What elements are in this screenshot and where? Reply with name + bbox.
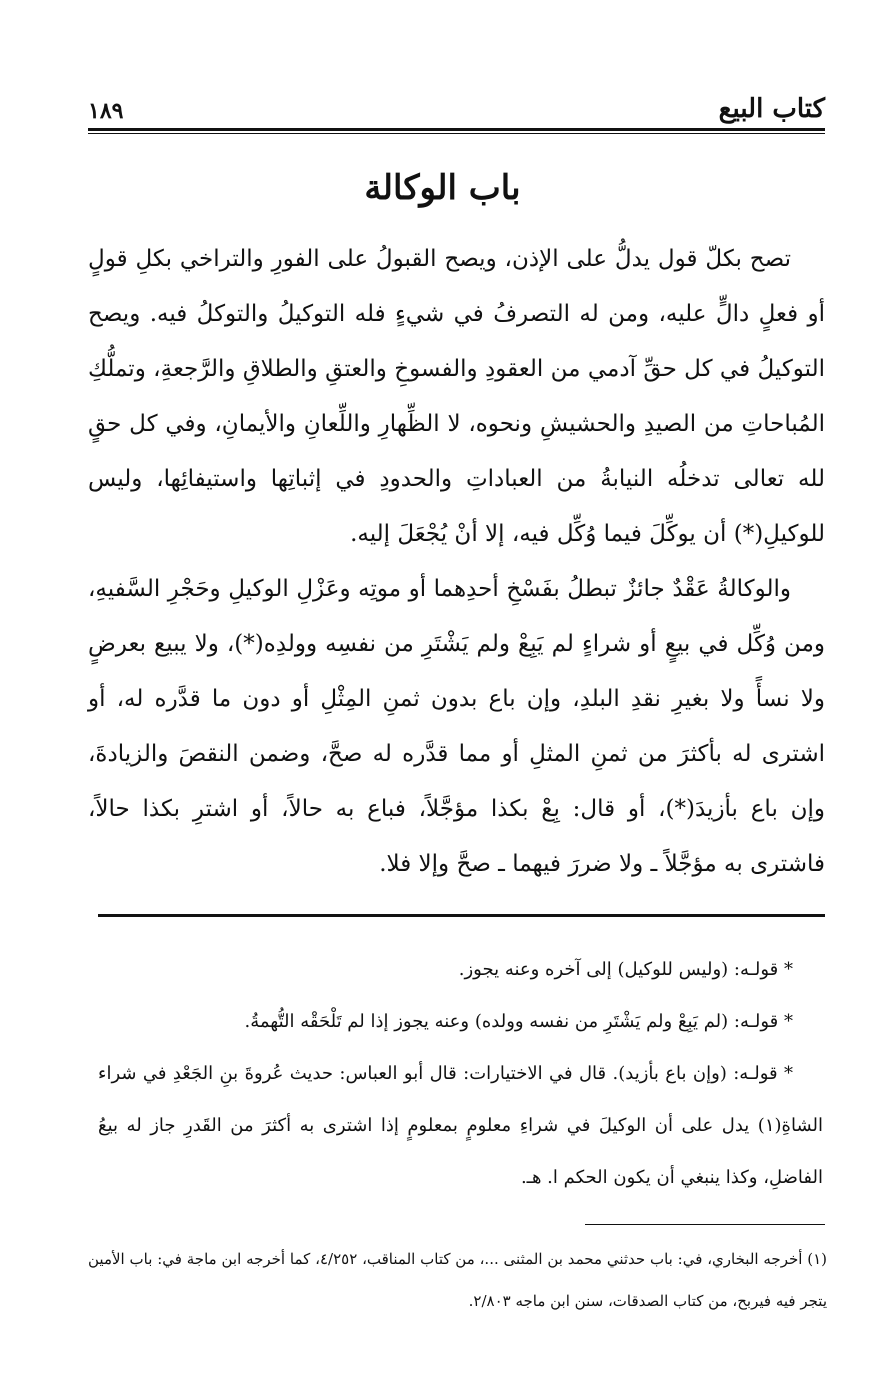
header-rule-thin	[88, 133, 825, 134]
paragraph: تصح بكلّ قول يدلُّ على الإذن، ويصح القبولُ على الفورِ والتراخي بكلِ قولٍ أو فعلٍ دالٍّ عليه، ومن له التصرفُ في شيءٍ فله التوكيلُ والتوكلُ فيه. ويصح التوكيلُ في كل حقِّ آدمي من العقودِ والفسوخِ والعتقِ والطلاقِ والرَّجعةِ، وتملُّكِ المُباحاتِ من الصيدِ والحشيشِ ونحوه، لا الظِّهارِ واللِّعانِ والأيمانِ، وفي كل حقٍ لله تعالى تدخلُه النيابةُ من العباداتِ والحدودِ في إثباتِها واستيفائِها، وليس للوكيلِ(*) أن يوكِّلَ فيما وُكِّل فيه، إلا أنْ يُجْعَلَ إليه.	[88, 246, 825, 547]
note: * قولـه: (وإن باع بأزيد). قال في الاختيارات: قال أبو العباس: حديث عُروةَ بنِ الجَعْدِ في شراء الشاةِ(١) يدل على أن الوكيلَ في شراءِ معلومٍ بمعلومٍ إذا اشترى به أكثرَ من القَدرِ جاز له بيعُ الفاضلِ، وكذا ينبغي أن يكون الحكم ا. هـ.	[98, 1063, 823, 1188]
main-text	[88, 232, 825, 892]
commentary-notes	[98, 944, 823, 1204]
note: * قولـه: (وليس للوكيل) إلى آخره وعنه يجوز.	[458, 959, 793, 980]
chapter-title: باب الوكالة	[364, 168, 521, 208]
book-title: كتاب البيع	[718, 94, 825, 124]
note: * قولـه: (لم يَبِعْ ولم يَشْتَرِ من نفسه وولده) وعنه يجوز إذا لم تَلْحَقْه التُّهمةُ.	[244, 1011, 793, 1032]
footnote-separator	[585, 1224, 825, 1225]
notes-separator	[98, 914, 825, 917]
paragraph: والوكالةُ عَقْدٌ جائزٌ تبطلُ بفَسْخِ أحدِهما أو موتِه وعَزْلِ الوكيلِ وحَجْرِ السَّفيهِ، ومن وُكِّل في بيعٍ أو شراءٍ لم يَبِعْ ولم يَشْتَرِ من نفسِه وولدِه(*)، ولا يبيع بعرضٍ ولا نسأً ولا بغيرِ نقدِ البلدِ، وإن باع بدون ثمنِ المِثْلِ أو دون ما قدَّره له، أو اشترى له بأكثرَ من ثمنِ المثلِ أو مما قدَّره له صحَّ، وضمن النقصَ والزيادةَ، وإن باع بأزيدَ(*)، أو قال: بِعْ بكذا مؤجَّلاً، فباع به حالاً، أو اشترِ بكذا حالاً، فاشترى به مؤجَّلاً ـ ولا ضررَ فيهما ـ صحَّ وإلا فلا.	[88, 576, 825, 877]
running-header	[88, 88, 825, 124]
header-rule	[88, 128, 825, 131]
page-number: ١٨٩	[88, 98, 124, 124]
footnote: (١) أخرجه البخاري، في: باب حدثني محمد بن المثنى ...، من كتاب المناقب، ٤/٢٥٢، كما أخرجه ابن ماجة في: باب الأمين يتجر فيه فيربح، من كتاب الصدقات، سنن ابن ماجه ٢/٨٠٣.	[88, 1250, 827, 1310]
